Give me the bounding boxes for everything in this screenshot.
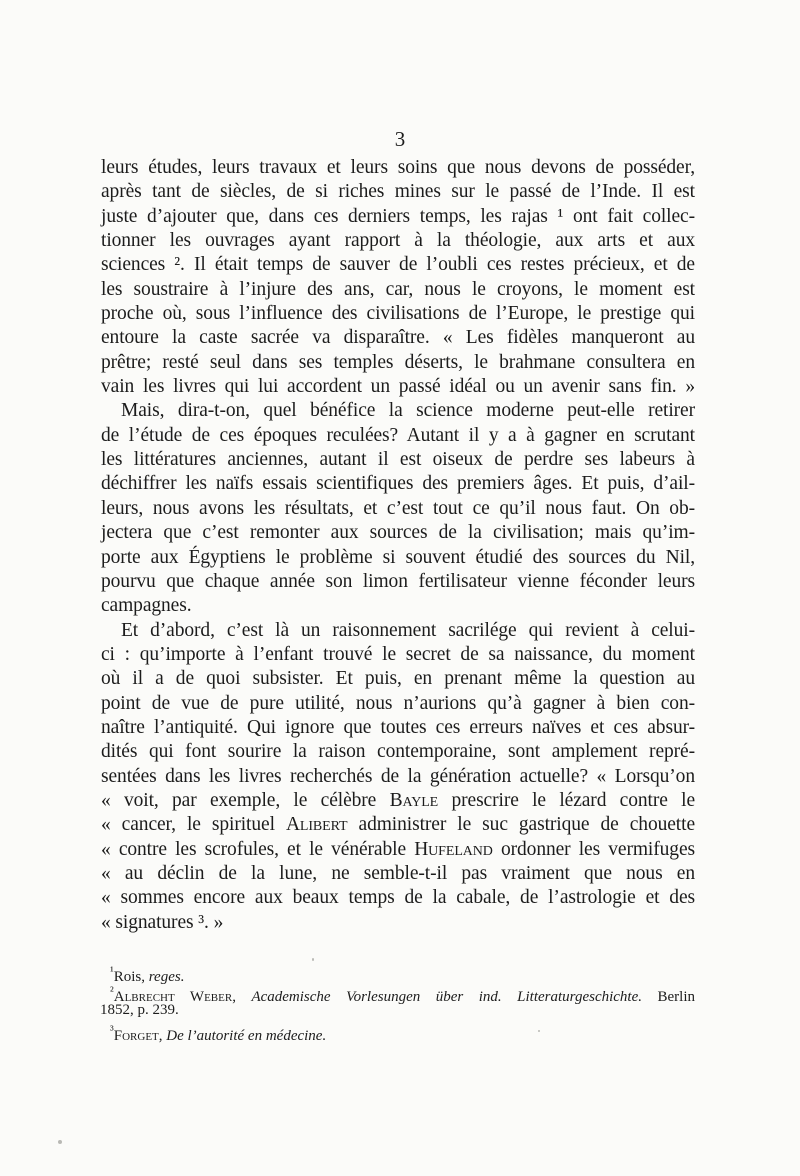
footnote-marker: ² (110, 983, 114, 998)
footnote-author: Albrecht Weber, (113, 988, 236, 1005)
text-line: après tant de siècles, de si riches mines sur le passé de l’Inde. Il est (101, 181, 695, 203)
text-line: où il a de quoi subsister. Et puis, en prenant même la question au (101, 668, 695, 690)
quote-text: « cancer, le spirituel (101, 814, 275, 836)
text-line: vain les livres qui lui accordent un passé idéal ou un avenir sans fin. » (101, 376, 695, 398)
text-line: naître l’antiquité. Qui ignore que toutes ces erreurs naïves et ces absur- (101, 716, 695, 738)
text-line: proche où, sous l’influence des civilisations de l’Europe, le prestige qui (101, 303, 695, 325)
footnote-author: Forget, (113, 1027, 163, 1044)
text-line: les soustraire à l’injure des ans, car, nous le croyons, le moment est (101, 278, 695, 300)
text-line-quote: « sommes encore aux beaux temps de la cabale, de l’astrologie et des (101, 887, 695, 909)
text-line: tionner les ouvrages ayant rapport à la théologie, aux arts et aux (101, 230, 695, 252)
text-line: jectera que c’est remonter aux sources de la civilisation; mais qu’im- (101, 522, 695, 544)
text-line: point de vue de pure utilité, nous n’aurions qu’à gagner à bien con- (101, 692, 695, 714)
footnote-place: Berlin (657, 988, 695, 1005)
person-name-hufeland: Hufeland (414, 838, 493, 860)
text-line: leurs études, leurs travaux et leurs soins que nous devons de posséder, (101, 157, 695, 178)
text-line: juste d’ajouter que, dans ces derniers temps, les rajas ¹ ont fait collec- (101, 205, 695, 227)
text-line: Mais, dira-t-on, quel bénéfice la science moderne peut-elle retirer (121, 400, 695, 422)
footnote-2 (110, 982, 695, 1005)
text-line: entoure la caste sacrée va disparaître. « Les fidèles manqueront au (101, 327, 695, 349)
text-line: déchiffrer les naïfs essais scientifiques des premiers âges. Et puis, d’ail- (101, 473, 695, 495)
text-line: de l’étude de ces époques reculées? Autant il y a à gagner en scrutant (101, 424, 695, 446)
footnote-marker: ¹ (110, 964, 114, 978)
text-line-quote: « signatures ³. » (101, 911, 224, 933)
text-line: campagnes. (101, 595, 192, 617)
footnote-text: Rois, (113, 969, 146, 985)
text-line: prêtre; resté seul dans ses temples déserts, le brahmane consultera en (101, 351, 695, 373)
text-line: leurs, nous avons les résultats, et c’est tout ce qu’il nous faut. On ob- (101, 497, 695, 519)
footnote-2-continued: 1852, p. 239. (100, 1002, 179, 1018)
text-line: sentées dans les livres recherchés de la génération actuelle? « Lorsqu’on (101, 765, 695, 787)
quote-text: « contre les scrofules, et le vénérable (101, 838, 407, 860)
quote-text: « voit, par exemple, le célèbre (101, 789, 377, 811)
paper-speck (58, 1140, 62, 1144)
page-number: 3 (394, 127, 406, 151)
text-line: porte aux Égyptiens le problème si souvent étudié des sources du Nil, (101, 546, 695, 568)
body-text (101, 156, 695, 935)
text-line-quote (101, 813, 695, 837)
text-line: sciences ². Il était temps de sauver de l’oubli ces restes précieux, et de (101, 254, 695, 276)
paper-speck (312, 958, 314, 961)
person-name-alibert: Alibert (285, 814, 348, 836)
quote-text: administrer le suc gastrique de chouette (358, 814, 696, 836)
person-name-bayle: Bayle (389, 789, 439, 811)
quote-text: prescrire le lézard contre le (451, 789, 696, 811)
footnote-marker: ³ (110, 1022, 114, 1037)
text-line-quote (101, 838, 695, 862)
text-line-quote: « au déclin de la lune, ne semble-t-il pas vraiment que nous en (101, 862, 695, 884)
text-line: Et d’abord, c’est là un raisonnement sacrilége qui revient à celui- (121, 619, 695, 641)
text-line: ci : qu’importe à l’enfant trouvé le secret de sa naissance, du moment (101, 643, 695, 665)
text-line: pourvu que chaque année son limon fertilisateur vienne féconder leurs (101, 570, 695, 592)
footnote-title: Academische Vorlesungen über ind. Litteraturgeschichte. (251, 988, 642, 1005)
footnotes (100, 962, 695, 1044)
text-line: les littératures anciennes, autant il est oiseux de perdre ses labeurs à (101, 449, 695, 471)
footnote-italic: reges. (148, 969, 185, 985)
paper-speck (538, 1030, 540, 1032)
footnote-1 (110, 962, 695, 985)
footnote-3 (110, 1021, 695, 1044)
quote-text: ordonner les vermifuges (500, 838, 695, 860)
text-line-quote (101, 789, 695, 813)
footnote-title: De l’autorité en médecine. (166, 1027, 327, 1044)
text-line: dités qui font sourire la raison contemporaine, sont amplement repré- (101, 741, 695, 763)
